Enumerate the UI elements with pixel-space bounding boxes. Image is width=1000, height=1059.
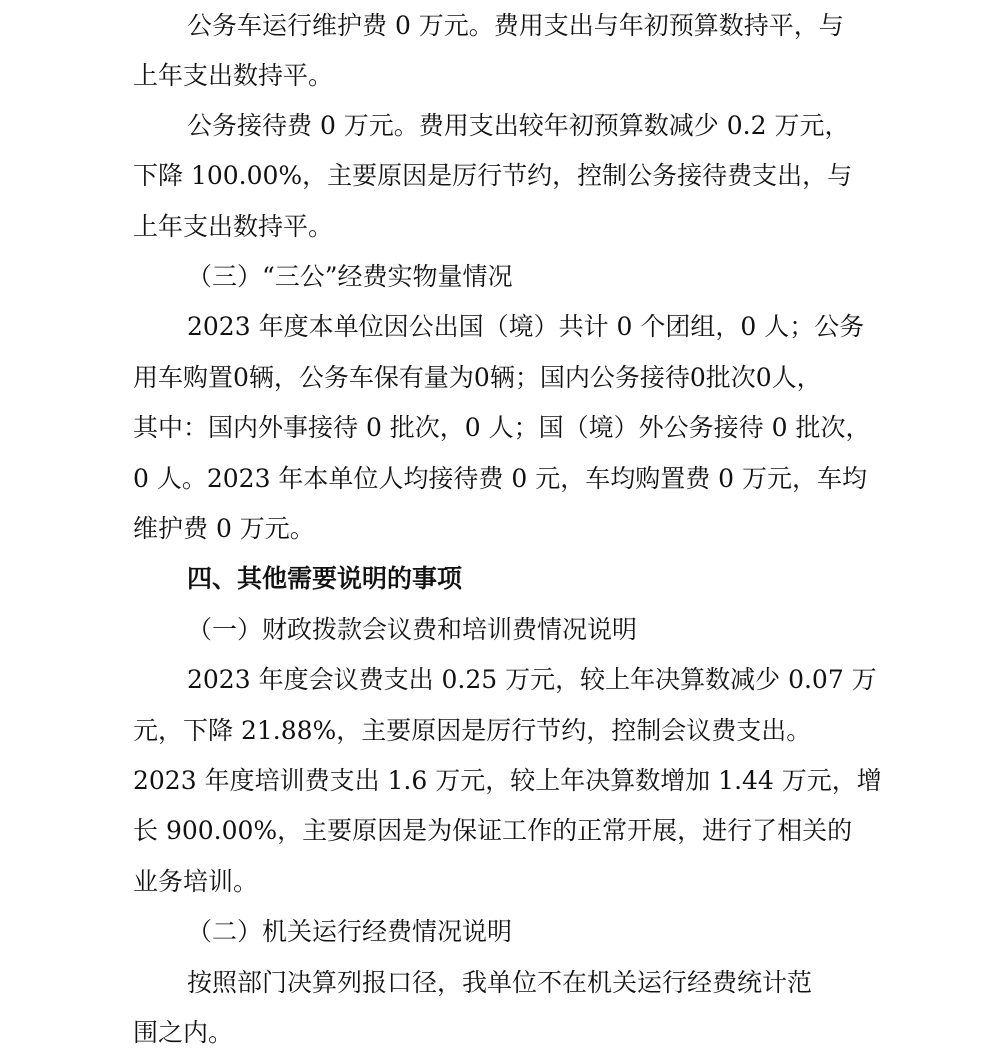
text-line: 业务培训。 bbox=[133, 867, 259, 896]
section-subheading: （三）“三公”经费实物量情况 bbox=[187, 262, 513, 291]
text-line: 按照部门决算列报口径，我单位不在机关运行经费统计范 bbox=[187, 968, 813, 997]
text-line: 元，下降 21.88%，主要原因是厉行节约，控制会议费支出。 bbox=[133, 716, 812, 745]
text-line: 0 人。2023 年本单位人均接待费 0 元，车均购置费 0 万元，车均 bbox=[133, 464, 868, 493]
text-line: 2023 年度培训费支出 1.6 万元，较上年决算数增加 1.44 万元，增 bbox=[133, 766, 882, 795]
section-heading: 四、其他需要说明的事项 bbox=[187, 564, 463, 593]
section-subheading: （一）财政拨款会议费和培训费情况说明 bbox=[187, 615, 638, 644]
text-line: 围之内。 bbox=[133, 1018, 234, 1047]
text-line: 维护费 0 万元。 bbox=[133, 514, 315, 543]
text-line: 2023 年度本单位因公出国（境）共计 0 个团组，0 人；公务 bbox=[187, 312, 865, 341]
text-line: 用车购置0辆，公务车保有量为0辆；国内公务接待0批次0人， bbox=[133, 363, 822, 392]
text-line: 下降 100.00%，主要原因是厉行节约，控制公务接待费支出，与 bbox=[133, 161, 853, 190]
section-subheading: （二）机关运行经费情况说明 bbox=[187, 917, 513, 946]
text-line: 公务车运行维护费 0 万元。费用支出与年初预算数持平，与 bbox=[187, 11, 844, 40]
text-line: 上年支出数持平。 bbox=[133, 61, 334, 90]
text-line: 其中：国内外事接待 0 批次，0 人；国（境）外公务接待 0 批次， bbox=[133, 413, 871, 442]
text-line: 上年支出数持平。 bbox=[133, 212, 334, 241]
text-line: 2023 年度会议费支出 0.25 万元，较上年决算数减少 0.07 万 bbox=[187, 665, 877, 694]
text-line: 长 900.00%，主要原因是为保证工作的正常开展，进行了相关的 bbox=[133, 816, 853, 845]
text-line: 公务接待费 0 万元。费用支出较年初预算数减少 0.2 万元， bbox=[187, 111, 850, 140]
